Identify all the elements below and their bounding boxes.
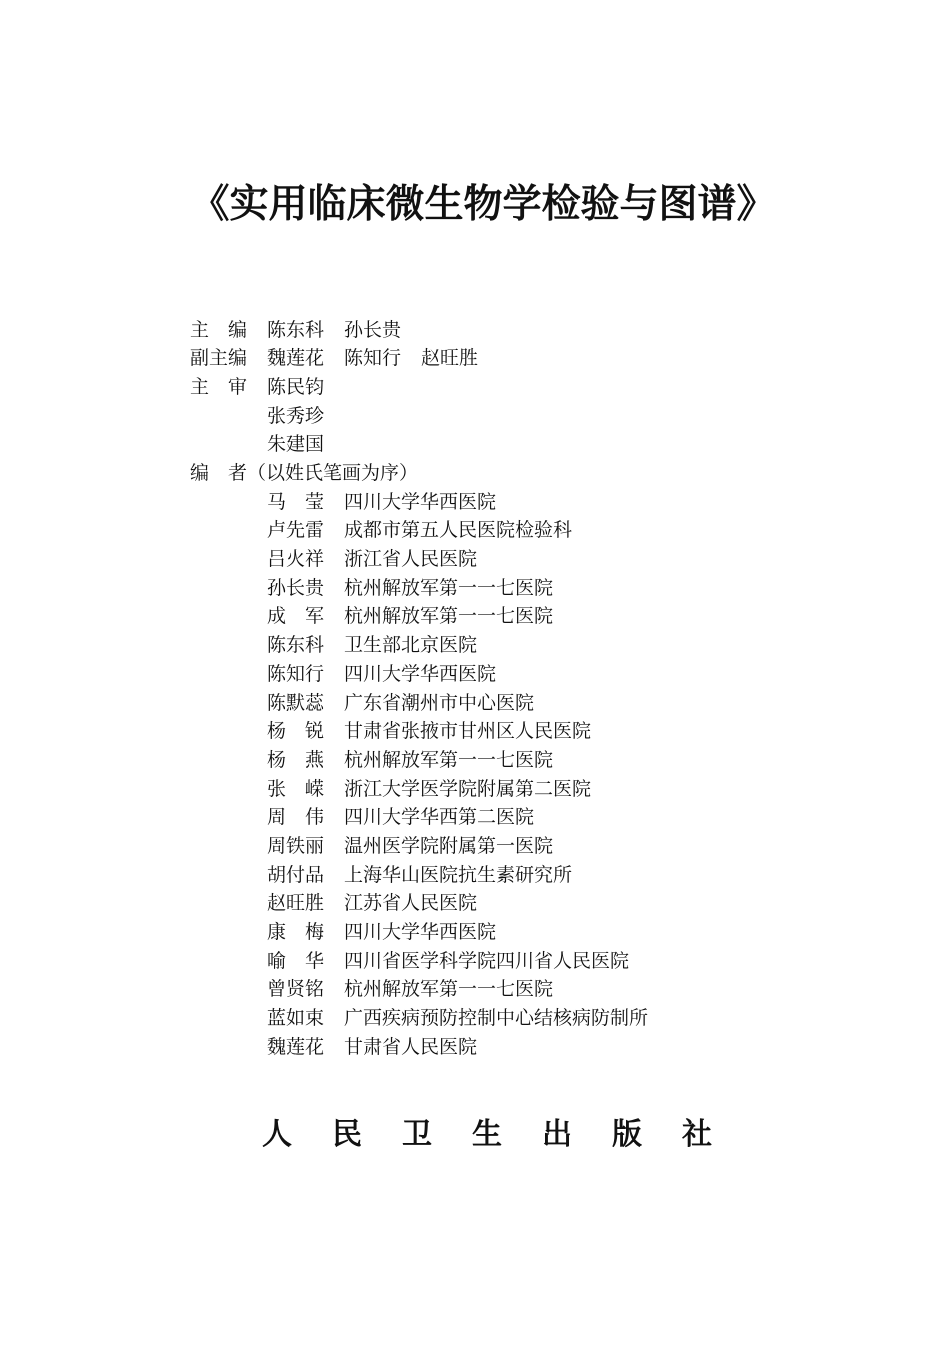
contributor-name: 杨 锐 [267, 720, 325, 743]
indent-spacer [190, 488, 267, 517]
indent-spacer [190, 631, 267, 660]
chief-reviewers-row [190, 430, 648, 459]
contributor-list [190, 488, 648, 1062]
contributor-row [190, 631, 648, 660]
contributor-name: 陈知行 [267, 662, 325, 685]
contributor-row [190, 602, 648, 631]
contributor-name: 赵旺胜 [267, 892, 325, 915]
associate-editor-name: 赵旺胜 [421, 347, 479, 370]
contributor-affiliation: 杭州解放军第一一七医院 [344, 978, 554, 1001]
contributor-row [190, 746, 648, 775]
indent-spacer [190, 717, 267, 746]
associate-editors-label: 副主编 [190, 347, 248, 370]
chief-editors-row [190, 316, 648, 345]
contributor-affiliation: 四川大学华西医院 [344, 490, 497, 513]
contributor-row [190, 717, 648, 746]
indent-spacer [190, 746, 267, 775]
contributor-name: 杨 燕 [267, 748, 325, 771]
contributor-affiliation: 江苏省人民医院 [344, 892, 478, 915]
indent-spacer [190, 918, 267, 947]
contributor-affiliation: 甘肃省张掖市甘州区人民医院 [344, 720, 592, 743]
contributor-affiliation: 浙江大学医学院附属第二医院 [344, 777, 592, 800]
contributor-affiliation: 广西疾病预防控制中心结核病防制所 [344, 1007, 649, 1030]
contributor-name: 张 嵘 [267, 777, 325, 800]
indent-spacer [190, 545, 267, 574]
indent-spacer [190, 975, 267, 1004]
associate-editor-name: 魏莲花 [267, 347, 325, 370]
indent-spacer [190, 861, 267, 890]
contributor-name: 康 梅 [267, 921, 325, 944]
chief-reviewers-row [190, 373, 648, 402]
indent-spacer [190, 889, 267, 918]
contributor-name: 胡付品 [267, 863, 325, 886]
contributor-affiliation: 温州医学院附属第一医院 [344, 834, 554, 857]
contributor-row [190, 775, 648, 804]
contributors-heading-row [190, 459, 648, 488]
indent-spacer [190, 1004, 267, 1033]
contributor-name: 成 军 [267, 605, 325, 628]
contributor-row [190, 1004, 648, 1033]
contributor-affiliation: 广东省潮州市中心医院 [344, 691, 535, 714]
contributors-label: 编 者（以姓氏笔画为序） [190, 462, 419, 485]
contributor-name: 曾贤铭 [267, 978, 325, 1001]
contributor-row [190, 660, 648, 689]
chief-editor-name: 陈东科 [267, 318, 325, 341]
publisher-name: 人民卫生出版社 [262, 1117, 752, 1152]
contributor-affiliation: 上海华山医院抗生素研究所 [344, 863, 573, 886]
contributor-row [190, 574, 648, 603]
chief-reviewers-label: 主 审 [190, 375, 248, 398]
credits-block [190, 316, 648, 1062]
chief-reviewer-name: 张秀珍 [267, 404, 325, 427]
indent-spacer [190, 689, 267, 718]
contributor-affiliation: 甘肃省人民医院 [344, 1035, 478, 1058]
contributor-name: 蓝如束 [267, 1007, 325, 1030]
contributor-name: 孙长贵 [267, 576, 325, 599]
contributor-affiliation: 杭州解放军第一一七医院 [344, 605, 554, 628]
contributor-name: 卢先雷 [267, 519, 325, 542]
indent-spacer [190, 660, 267, 689]
contributor-row [190, 689, 648, 718]
contributor-row [190, 1033, 648, 1062]
indent-spacer [190, 516, 267, 545]
indent-spacer [190, 803, 267, 832]
contributor-affiliation: 卫生部北京医院 [344, 634, 478, 657]
chief-editor-name: 孙长贵 [344, 318, 402, 341]
contributor-affiliation: 杭州解放军第一一七医院 [344, 576, 554, 599]
contributor-row [190, 861, 648, 890]
chief-reviewers-row [190, 402, 648, 431]
contributor-row [190, 516, 648, 545]
indent-spacer [190, 402, 267, 431]
indent-spacer [190, 430, 267, 459]
contributor-row [190, 918, 648, 947]
contributor-name: 魏莲花 [267, 1035, 325, 1058]
contributor-name: 喻 华 [267, 949, 325, 972]
contributor-name: 马 莹 [267, 490, 325, 513]
chief-reviewer-name: 朱建国 [267, 433, 325, 456]
contributor-row [190, 975, 648, 1004]
contributor-row [190, 889, 648, 918]
indent-spacer [190, 947, 267, 976]
contributor-name: 吕火祥 [267, 548, 325, 571]
indent-spacer [190, 775, 267, 804]
indent-spacer [190, 1033, 267, 1062]
contributor-row [190, 545, 648, 574]
contributor-row [190, 832, 648, 861]
contributor-name: 周铁丽 [267, 834, 325, 857]
contributor-affiliation: 四川省医学科学院四川省人民医院 [344, 949, 630, 972]
chief-reviewer-name: 陈民钧 [267, 375, 325, 398]
indent-spacer [190, 602, 267, 631]
associate-editors-row [190, 344, 648, 373]
contributor-name: 陈默蕊 [267, 691, 325, 714]
contributor-name: 陈东科 [267, 634, 325, 657]
contributor-row [190, 803, 648, 832]
indent-spacer [190, 832, 267, 861]
contributor-affiliation: 四川大学华西医院 [344, 662, 497, 685]
contributor-row [190, 947, 648, 976]
book-title: 《实用临床微生物学检验与图谱》 [190, 182, 776, 227]
contributor-affiliation: 四川大学华西医院 [344, 921, 497, 944]
contributor-affiliation: 浙江省人民医院 [344, 548, 478, 571]
contributor-name: 周 伟 [267, 806, 325, 829]
chief-editors-label: 主 编 [190, 318, 248, 341]
contributor-affiliation: 四川大学华西第二医院 [344, 806, 535, 829]
indent-spacer [190, 574, 267, 603]
contributor-affiliation: 成都市第五人民医院检验科 [344, 519, 573, 542]
associate-editor-name: 陈知行 [344, 347, 402, 370]
contributor-affiliation: 杭州解放军第一一七医院 [344, 748, 554, 771]
contributor-row [190, 488, 648, 517]
